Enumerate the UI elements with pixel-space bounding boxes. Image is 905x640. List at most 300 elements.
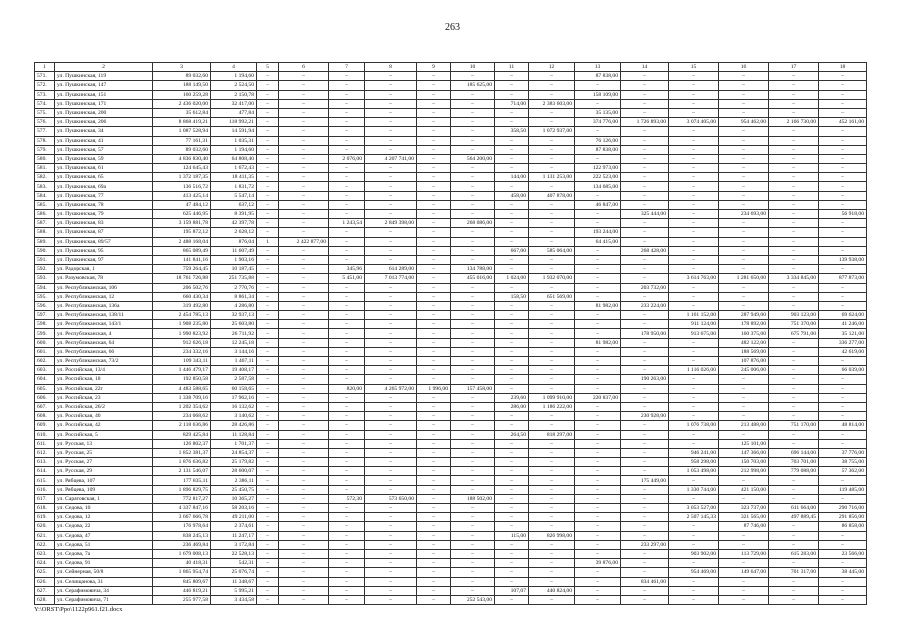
value-cell: –: [769, 72, 819, 81]
value-cell: –: [417, 467, 451, 476]
value-cell: –: [451, 549, 495, 558]
value-cell: –: [495, 595, 529, 604]
value-cell: –: [279, 531, 329, 540]
column-header: 17: [769, 63, 819, 72]
value-cell: –: [819, 127, 867, 136]
value-cell: 876,04: [211, 237, 257, 246]
value-cell: –: [819, 136, 867, 145]
value-cell: –: [575, 329, 621, 338]
value-cell: –: [575, 154, 621, 163]
column-header: 18: [819, 63, 867, 72]
value-cell: 23 566,00: [819, 549, 867, 558]
value-cell: –: [669, 384, 719, 393]
value-cell: –: [669, 531, 719, 540]
value-cell: 81 982,00: [575, 301, 621, 310]
value-cell: –: [279, 494, 329, 503]
value-cell: –: [417, 568, 451, 577]
value-cell: –: [819, 108, 867, 117]
value-cell: 22 528,13: [211, 549, 257, 558]
value-cell: –: [669, 586, 719, 595]
value-cell: –: [329, 191, 365, 200]
value-cell: –: [257, 338, 279, 347]
value-cell: –: [819, 72, 867, 81]
row-index: 618.: [35, 504, 55, 513]
value-cell: –: [417, 421, 451, 430]
value-cell: –: [329, 513, 365, 522]
value-cell: 440 824,00: [529, 586, 575, 595]
value-cell: –: [769, 154, 819, 163]
table-row: [35, 265, 867, 274]
value-cell: –: [451, 72, 495, 81]
value-cell: –: [279, 540, 329, 549]
value-cell: 89 032,60: [153, 145, 211, 154]
value-cell: –: [279, 402, 329, 411]
value-cell: –: [417, 357, 451, 366]
table-row: [35, 320, 867, 329]
value-cell: –: [621, 559, 669, 568]
row-index: 588.: [35, 228, 55, 237]
value-cell: –: [365, 246, 417, 255]
table-row: [35, 540, 867, 549]
value-cell: 1 186 222,00: [529, 402, 575, 411]
table-row: [35, 311, 867, 320]
value-cell: –: [621, 145, 669, 154]
value-cell: 64 415,00: [575, 237, 621, 246]
value-cell: –: [257, 568, 279, 577]
value-cell: –: [365, 476, 417, 485]
value-cell: –: [279, 366, 329, 375]
value-cell: 1 194,60: [211, 72, 257, 81]
value-cell: –: [495, 90, 529, 99]
value-cell: 1 072 937,00: [529, 127, 575, 136]
value-cell: –: [669, 393, 719, 402]
value-cell: –: [495, 485, 529, 494]
register-table: [34, 62, 867, 605]
value-cell: –: [279, 329, 329, 338]
value-cell: –: [365, 485, 417, 494]
address-cell: ул. Седова, 51: [55, 540, 153, 549]
value-cell: –: [529, 154, 575, 163]
value-cell: –: [495, 255, 529, 264]
value-cell: –: [365, 412, 417, 421]
value-cell: 954 469,00: [669, 568, 719, 577]
value-cell: –: [621, 81, 669, 90]
row-index: 608.: [35, 412, 55, 421]
value-cell: –: [417, 522, 451, 531]
value-cell: 7 013 774,00: [365, 274, 417, 283]
value-cell: –: [769, 366, 819, 375]
value-cell: 660 430,34: [153, 292, 211, 301]
row-index: 603.: [35, 366, 55, 375]
value-cell: –: [329, 549, 365, 558]
value-cell: 1 932 070,00: [529, 274, 575, 283]
value-cell: –: [529, 301, 575, 310]
column-number-row: [35, 63, 867, 72]
value-cell: –: [575, 292, 621, 301]
value-cell: –: [451, 320, 495, 329]
value-cell: –: [257, 595, 279, 604]
row-index: 598.: [35, 320, 55, 329]
address-cell: ул. Российская, 42: [55, 421, 153, 430]
value-cell: 11 607,49: [211, 246, 257, 255]
value-cell: –: [257, 283, 279, 292]
address-cell: ул. Пушкинская, 65: [55, 173, 153, 182]
value-cell: –: [417, 311, 451, 320]
address-cell: ул. Российская, 26/2: [55, 402, 153, 411]
value-cell: –: [669, 164, 719, 173]
value-cell: –: [621, 531, 669, 540]
value-cell: 86 858,00: [819, 522, 867, 531]
value-cell: –: [621, 347, 669, 356]
row-index: 596.: [35, 301, 55, 310]
value-cell: –: [257, 357, 279, 366]
value-cell: 573 650,00: [365, 494, 417, 503]
value-cell: –: [417, 173, 451, 182]
value-cell: 3 144,16: [211, 347, 257, 356]
address-cell: ул. Пушкинская, 206: [55, 118, 153, 127]
value-cell: 41 246,00: [819, 320, 867, 329]
value-cell: 1 990 823,92: [153, 329, 211, 338]
value-cell: –: [621, 384, 669, 393]
value-cell: –: [769, 90, 819, 99]
value-cell: –: [417, 540, 451, 549]
value-cell: –: [575, 246, 621, 255]
table-row: [35, 72, 867, 81]
value-cell: –: [529, 219, 575, 228]
value-cell: –: [529, 90, 575, 99]
value-cell: 89 032,60: [153, 72, 211, 81]
value-cell: –: [329, 393, 365, 402]
value-cell: 176 978,64: [153, 522, 211, 531]
value-cell: –: [819, 145, 867, 154]
value-cell: 268 086,00: [451, 219, 495, 228]
value-cell: 69 624,00: [819, 311, 867, 320]
table-row: [35, 448, 867, 457]
address-cell: ул. Седова, 91: [55, 559, 153, 568]
value-cell: 4 207 741,00: [365, 154, 417, 163]
value-cell: 66 039,00: [819, 366, 867, 375]
value-cell: –: [365, 99, 417, 108]
file-path-footer: Y:\ORST\Ppo\1122p961.f21.docx: [34, 606, 123, 613]
value-cell: –: [417, 246, 451, 255]
value-cell: 4 286,80: [211, 301, 257, 310]
value-cell: –: [451, 200, 495, 209]
value-cell: 651 569,00: [529, 292, 575, 301]
value-cell: –: [365, 595, 417, 604]
value-cell: –: [365, 347, 417, 356]
value-cell: –: [621, 154, 669, 163]
value-cell: 1 852 381,37: [153, 448, 211, 457]
value-cell: –: [417, 504, 451, 513]
value-cell: –: [495, 311, 529, 320]
value-cell: –: [621, 504, 669, 513]
table-row: [35, 439, 867, 448]
value-cell: 834 461,00: [621, 577, 669, 586]
value-cell: –: [329, 485, 365, 494]
value-cell: –: [365, 136, 417, 145]
table-row: [35, 485, 867, 494]
column-header: 11: [495, 63, 529, 72]
value-cell: –: [669, 595, 719, 604]
value-cell: 703 701,00: [769, 458, 819, 467]
value-cell: 2 422 877,00: [279, 237, 329, 246]
value-cell: –: [819, 237, 867, 246]
value-cell: –: [529, 421, 575, 430]
value-cell: –: [769, 357, 819, 366]
value-cell: 3 140,62: [211, 412, 257, 421]
value-cell: –: [819, 402, 867, 411]
value-cell: –: [669, 90, 719, 99]
value-cell: –: [529, 559, 575, 568]
value-cell: –: [719, 476, 769, 485]
value-cell: –: [279, 568, 329, 577]
value-cell: 637,12: [211, 200, 257, 209]
value-cell: 203 732,00: [621, 283, 669, 292]
value-cell: –: [257, 320, 279, 329]
value-cell: –: [279, 320, 329, 329]
value-cell: –: [819, 182, 867, 191]
address-cell: ул. Пушкинская, 119: [55, 72, 153, 81]
address-cell: ул. Сейнерная, 50/8: [55, 568, 153, 577]
address-cell: ул. Рябцева, 109: [55, 485, 153, 494]
value-cell: –: [575, 531, 621, 540]
value-cell: –: [819, 173, 867, 182]
address-cell: ул. Пушкинская, 200: [55, 108, 153, 117]
value-cell: 206 502,76: [153, 283, 211, 292]
value-cell: –: [417, 72, 451, 81]
value-cell: –: [451, 283, 495, 292]
value-cell: –: [669, 200, 719, 209]
value-cell: –: [495, 347, 529, 356]
value-cell: –: [769, 412, 819, 421]
column-header: 15: [669, 63, 719, 72]
value-cell: –: [819, 228, 867, 237]
value-cell: –: [451, 531, 495, 540]
value-cell: –: [451, 255, 495, 264]
value-cell: 675 791,00: [769, 329, 819, 338]
column-header: 8: [365, 63, 417, 72]
value-cell: –: [495, 412, 529, 421]
address-cell: ул. Седова, 47: [55, 531, 153, 540]
value-cell: 185 625,00: [451, 81, 495, 90]
value-cell: –: [719, 182, 769, 191]
value-cell: 1 243,54: [329, 219, 365, 228]
value-cell: –: [257, 329, 279, 338]
value-cell: –: [769, 228, 819, 237]
value-cell: –: [495, 108, 529, 117]
value-cell: –: [329, 595, 365, 604]
value-cell: 64 808,40: [211, 154, 257, 163]
address-cell: ул. Российская, 18: [55, 375, 153, 384]
value-cell: –: [669, 347, 719, 356]
value-cell: 195 872,12: [153, 228, 211, 237]
value-cell: 1 903,16: [211, 255, 257, 264]
value-cell: –: [279, 182, 329, 191]
value-cell: 160 259,28: [153, 90, 211, 99]
value-cell: –: [719, 145, 769, 154]
value-cell: –: [257, 154, 279, 163]
value-cell: 1 116 026,00: [669, 366, 719, 375]
value-cell: –: [451, 393, 495, 402]
value-cell: –: [819, 164, 867, 173]
value-cell: 58 203,16: [211, 504, 257, 513]
address-cell: ул. Пушкинская, 87: [55, 228, 153, 237]
table-row: [35, 164, 867, 173]
value-cell: 8 868 419,21: [153, 118, 211, 127]
value-cell: –: [575, 577, 621, 586]
value-cell: –: [257, 173, 279, 182]
value-cell: –: [329, 301, 365, 310]
value-cell: –: [769, 173, 819, 182]
value-cell: –: [279, 485, 329, 494]
column-header: 10: [451, 63, 495, 72]
value-cell: –: [819, 191, 867, 200]
value-cell: –: [621, 191, 669, 200]
page-number: 263: [445, 22, 460, 33]
row-index: 609.: [35, 421, 55, 430]
value-cell: 452 161,00: [819, 118, 867, 127]
value-cell: –: [819, 301, 867, 310]
value-cell: –: [451, 118, 495, 127]
value-cell: –: [279, 108, 329, 117]
value-cell: –: [279, 504, 329, 513]
value-cell: –: [279, 347, 329, 356]
value-cell: –: [279, 357, 329, 366]
value-cell: –: [329, 228, 365, 237]
value-cell: –: [495, 237, 529, 246]
value-cell: –: [495, 118, 529, 127]
value-cell: –: [621, 164, 669, 173]
value-cell: –: [529, 210, 575, 219]
value-cell: –: [575, 320, 621, 329]
value-cell: –: [575, 265, 621, 274]
value-cell: 374 776,00: [575, 118, 621, 127]
value-cell: –: [575, 448, 621, 457]
address-cell: ул. Селищанова, 31: [55, 577, 153, 586]
column-header: 13: [575, 63, 621, 72]
value-cell: –: [769, 265, 819, 274]
value-cell: –: [819, 393, 867, 402]
value-cell: –: [769, 522, 819, 531]
value-cell: –: [279, 412, 329, 421]
value-cell: –: [621, 458, 669, 467]
row-index: 611.: [35, 439, 55, 448]
address-cell: ул. Пушкинская, 41: [55, 136, 153, 145]
table-row: [35, 467, 867, 476]
value-cell: –: [365, 118, 417, 127]
table-row: [35, 476, 867, 485]
value-cell: –: [279, 549, 329, 558]
value-cell: –: [417, 448, 451, 457]
table-row: [35, 421, 867, 430]
value-cell: 614 289,00: [365, 265, 417, 274]
value-cell: –: [819, 586, 867, 595]
value-cell: 38 755,00: [819, 458, 867, 467]
value-cell: –: [257, 90, 279, 99]
value-cell: –: [819, 559, 867, 568]
value-cell: –: [495, 504, 529, 513]
value-cell: 1 330 744,00: [669, 485, 719, 494]
address-cell: ул. Русская, 13: [55, 439, 153, 448]
value-cell: –: [575, 476, 621, 485]
table-row: [35, 81, 867, 90]
table-row: [35, 145, 867, 154]
value-cell: 268 428,00: [621, 246, 669, 255]
value-cell: –: [451, 504, 495, 513]
value-cell: –: [257, 108, 279, 117]
value-cell: –: [669, 577, 719, 586]
address-cell: ул. Саратовская, 1: [55, 494, 153, 503]
value-cell: –: [529, 81, 575, 90]
value-cell: 213 488,00: [719, 421, 769, 430]
value-cell: 2 076,00: [329, 154, 365, 163]
value-cell: 25 603,80: [211, 320, 257, 329]
value-cell: 286,00: [495, 402, 529, 411]
value-cell: 188 149,50: [153, 81, 211, 90]
address-cell: ул. Русская, 29: [55, 467, 153, 476]
value-cell: –: [451, 402, 495, 411]
value-cell: 1 161 152,00: [669, 311, 719, 320]
value-cell: 615 283,00: [769, 549, 819, 558]
value-cell: –: [417, 513, 451, 522]
value-cell: –: [365, 210, 417, 219]
value-cell: 40 418,31: [153, 559, 211, 568]
address-cell: ул. Пушкинская, 151: [55, 90, 153, 99]
value-cell: –: [417, 476, 451, 485]
value-cell: –: [769, 586, 819, 595]
value-cell: 2 628,12: [211, 228, 257, 237]
value-cell: –: [719, 200, 769, 209]
row-index: 589.: [35, 237, 55, 246]
value-cell: –: [575, 366, 621, 375]
value-cell: 10 187,45: [211, 265, 257, 274]
row-index: 594.: [35, 283, 55, 292]
table-row: [35, 90, 867, 99]
value-cell: –: [819, 292, 867, 301]
value-cell: 1 194,60: [211, 145, 257, 154]
value-cell: –: [257, 311, 279, 320]
value-cell: 912 626,18: [153, 338, 211, 347]
row-index: 601.: [35, 347, 55, 356]
value-cell: 188 502,00: [451, 494, 495, 503]
value-cell: 845 809,67: [153, 577, 211, 586]
value-cell: 234 693,00: [719, 210, 769, 219]
value-cell: –: [495, 467, 529, 476]
value-cell: –: [417, 439, 451, 448]
row-index: 602.: [35, 357, 55, 366]
column-header: 4: [211, 63, 257, 72]
value-cell: –: [719, 99, 769, 108]
value-cell: 149 647,00: [719, 568, 769, 577]
value-cell: –: [621, 200, 669, 209]
value-cell: –: [451, 292, 495, 301]
value-cell: 1 099 910,00: [529, 393, 575, 402]
value-cell: –: [417, 219, 451, 228]
row-index: 605.: [35, 384, 55, 393]
value-cell: 233 297,00: [621, 540, 669, 549]
value-cell: –: [451, 366, 495, 375]
value-cell: –: [669, 559, 719, 568]
value-cell: –: [365, 191, 417, 200]
value-cell: –: [529, 255, 575, 264]
value-cell: –: [279, 458, 329, 467]
value-cell: –: [365, 549, 417, 558]
value-cell: –: [329, 586, 365, 595]
value-cell: –: [529, 467, 575, 476]
address-cell: ул. Пушкинская, 147: [55, 81, 153, 90]
value-cell: 1 024,00: [495, 274, 529, 283]
value-cell: –: [365, 559, 417, 568]
